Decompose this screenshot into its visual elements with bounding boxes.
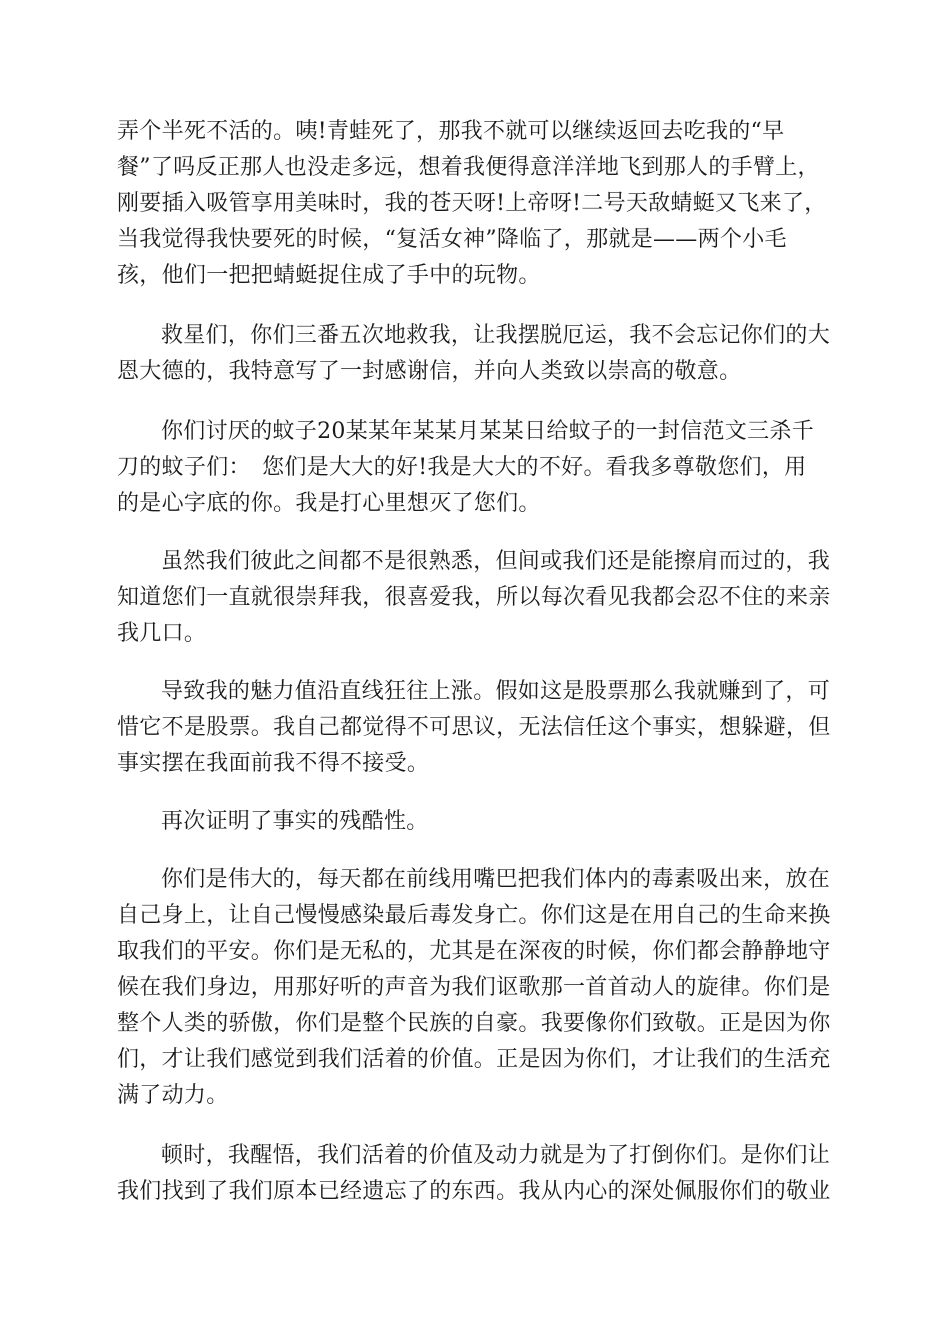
paragraph-line: 惜它不是股票。我自己都觉得不可思议，无法信任这个事实，想躲避，但: [117, 715, 831, 740]
paragraph-line: 孩，他们一把把蜻蜓捉住成了手中的玩物。: [117, 263, 541, 288]
paragraph-1: [117, 114, 837, 294]
paragraph-line: 当我觉得我快要死的时候，“复活女神”降临了，那就是——两个小毛: [117, 227, 787, 252]
paragraph-line: 满了动力。: [117, 1083, 229, 1108]
paragraph-2: [117, 318, 837, 390]
paragraph-line: 整个人类的骄傲，你们是整个民族的自豪。我要像你们致敬。正是因为你: [117, 1011, 831, 1036]
paragraph-line: 再次证明了事实的残酷性。: [161, 809, 429, 834]
paragraph-line: 自己身上，让自己慢慢感染最后毒发身亡。你们这是在用自己的生命来换: [117, 903, 831, 928]
paragraph-line: 我们找到了我们原本已经遗忘了的东西。我从内心的深处佩服你们的敬业: [117, 1179, 831, 1204]
paragraph-line: 事实摆在我面前我不得不接受。: [117, 751, 430, 776]
paragraph-3: [117, 414, 837, 522]
paragraph-line: 导致我的魅力值沿直线狂往上涨。假如这是股票那么我就赚到了，可: [161, 679, 831, 704]
paragraph-line: 你们是伟大的，每天都在前线用嘴巴把我们体内的毒素吸出来，放在: [161, 867, 831, 892]
paragraph-6: [117, 804, 837, 840]
paragraph-line: 救星们，你们三番五次地救我，让我摆脱厄运，我不会忘记你们的大: [161, 323, 831, 348]
paragraph-line: 的是心字底的你。我是打心里想灭了您们。: [117, 491, 541, 516]
paragraph-line: 虽然我们彼此之间都不是很熟悉，但间或我们还是能擦肩而过的，我: [161, 549, 831, 574]
paragraph-line: 们，才让我们感觉到我们活着的价值。正是因为你们，才让我们的生活充: [117, 1047, 831, 1072]
paragraph-line: 顿时，我醒悟，我们活着的价值及动力就是为了打倒你们。是你们让: [161, 1143, 831, 1168]
paragraph-line: 我几口。: [117, 621, 207, 646]
paragraph-line: 恩大德的，我特意写了一封感谢信，并向人类致以崇高的敬意。: [117, 359, 742, 384]
paragraph-line: 餐”了吗反正那人也没走多远，想着我便得意洋洋地飞到那人的手臂上，: [117, 155, 820, 180]
paragraph-line: 弄个半死不活的。咦!青蛙死了，那我不就可以继续返回去吃我的“早: [117, 119, 785, 144]
paragraph-5: [117, 674, 837, 782]
paragraph-8: [117, 1138, 837, 1210]
paragraph-line: 候在我们身边，用那好听的声音为我们讴歌那一首首动人的旋律。你们是: [117, 975, 831, 1000]
paragraph-line: 你们讨厌的蚊子20某某年某某月某某日给蚊子的一封信范文三杀千: [161, 419, 814, 444]
paragraph-4: [117, 544, 837, 652]
paragraph-line: 刚要插入吸管享用美味时，我的苍天呀!上帝呀!二号天敌蜻蜓又飞来了，: [117, 191, 827, 216]
paragraph-line: 取我们的平安。你们是无私的，尤其是在深夜的时候，你们都会静静地守: [117, 939, 831, 964]
paragraph-line: 知道您们一直就很崇拜我，很喜爱我，所以每次看见我都会忍不住的来亲: [117, 585, 831, 610]
paragraph-7: [117, 862, 837, 1114]
paragraph-line: 刀的蚊子们： 您们是大大的好!我是大大的不好。看我多尊敬您们，用: [117, 455, 807, 480]
